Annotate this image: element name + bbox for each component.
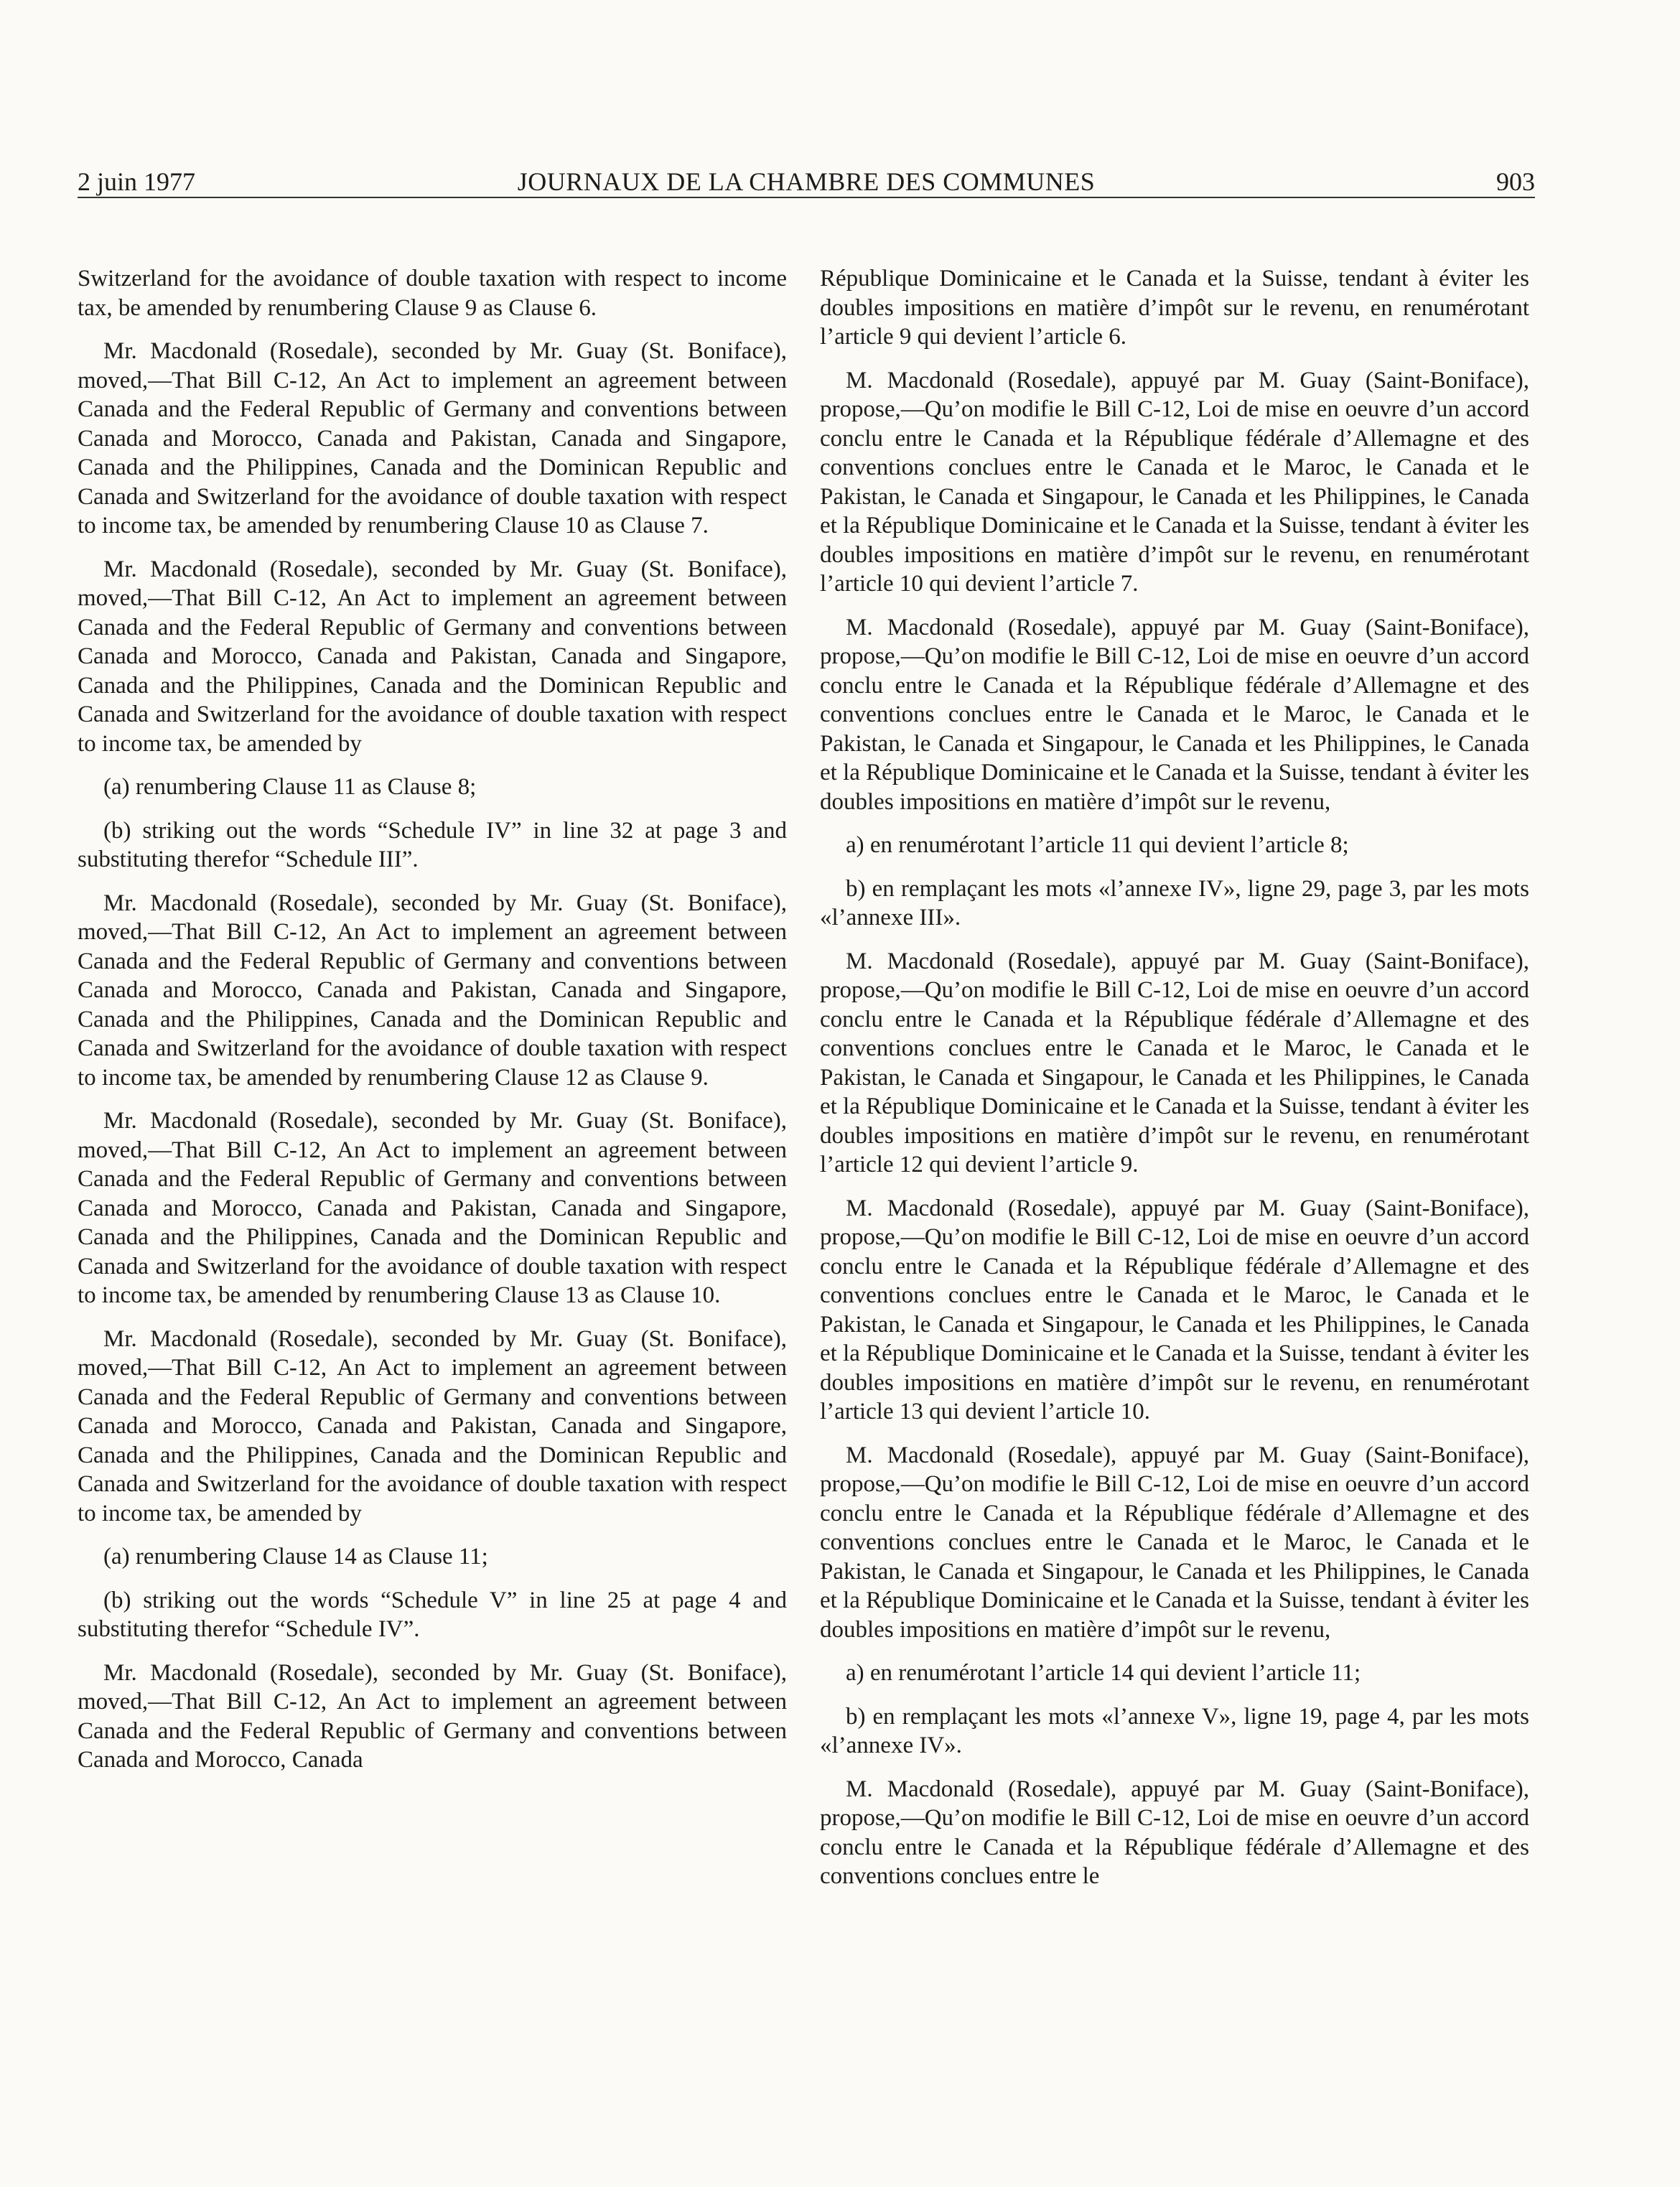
list-item: (b) striking out the words “Schedule V” in line 25 at page 4 and substituting therefor “Schedule IV”. — [78, 1587, 787, 1642]
paragraph: M. Macdonald (Rosedale), appuyé par M. Guay (Saint-Boniface), propose,—Qu’on modifie le Bill C-12, Loi de mise en oeuvre d’un accord conclu entre le Canada et la République fédérale d’Allemagne et des conventions conclues entre le Canada et le Maroc, le Canada et le Pakistan, le Canada et Singapour, le Canada et les Philippines, le Canada et la République Dominicaine et le Canada et la Suisse, tendant à éviter les doubles impositions en matière d’impôt sur le revenu, en renumérotant l’article 12 qui devient l’article 9. — [820, 948, 1529, 1178]
header-rule — [78, 197, 1535, 198]
paragraph: Mr. Macdonald (Rosedale), seconded by Mr. Guay (St. Boniface), moved,—That Bill C-12, An Act to implement an agreement between Canada and the Federal Republic of Germany and conventions between Canada and Morocco, Canada — [78, 1659, 787, 1773]
list-item: (a) renumbering Clause 14 as Clause 11; — [103, 1544, 488, 1570]
paragraph: Mr. Macdonald (Rosedale), seconded by Mr. Guay (St. Boniface), moved,—That Bill C-12, An Act to implement an agreement between Canada and the Federal Republic of Germany and conventions between Canada and Morocco, Canada and Pakistan, Canada and Singapore, Canada and the Philippines, Canada and the Dominican Republic and Canada and Switzerland for the avoidance of double taxation with respect to income tax, be amended by renumbering Clause 12 as Clause 9. — [78, 890, 787, 1091]
french-column — [820, 264, 1529, 1906]
list-item: (a) renumbering Clause 11 as Clause 8; — [103, 774, 477, 800]
list-item: b) en remplaçant les mots «l’annexe V», ligne 19, page 4, par les mots «l’annexe IV». — [820, 1703, 1529, 1758]
page-header — [78, 159, 1535, 200]
header-date: 2 juin 1977 — [78, 167, 196, 196]
header-page-number: 903 — [1496, 167, 1535, 196]
paragraph: M. Macdonald (Rosedale), appuyé par M. Guay (Saint-Boniface), propose,—Qu’on modifie le Bill C-12, Loi de mise en oeuvre d’un accord conclu entre le Canada et la République fédérale d’Allemagne et des conventions conclues entre le Canada et le Maroc, le Canada et le Pakistan, le Canada et Singapour, le Canada et les Philippines, le Canada et la République Dominicaine et le Canada et la Suisse, tendant à éviter les doubles impositions en matière d’impôt sur le revenu, en renumérotant l’article 10 qui devient l’article 7. — [820, 367, 1529, 597]
list-item: a) en renumérotant l’article 11 qui devient l’article 8; — [846, 832, 1349, 858]
paragraph: M. Macdonald (Rosedale), appuyé par M. Guay (Saint-Boniface), propose,—Qu’on modifie le Bill C-12, Loi de mise en oeuvre d’un accord conclu entre le Canada et la République fédérale d’Allemagne et des conventions conclues entre le Canada et le Maroc, le Canada et le Pakistan, le Canada et Singapour, le Canada et les Philippines, le Canada et la République Dominicaine et le Canada et la Suisse, tendant à éviter les doubles impositions en matière d’impôt sur le revenu, en renumérotant l’article 13 qui devient l’article 10. — [820, 1195, 1529, 1424]
list-item: (b) striking out the words “Schedule IV” in line 32 at page 3 and substituting therefor “Schedule III”. — [78, 817, 787, 872]
paragraph: M. Macdonald (Rosedale), appuyé par M. Guay (Saint-Boniface), propose,—Qu’on modifie le Bill C-12, Loi de mise en oeuvre d’un accord conclu entre le Canada et la République fédérale d’Allemagne et des conventions conclues entre le Canada et le Maroc, le Canada et le Pakistan, le Canada et Singapour, le Canada et les Philippines, le Canada et la République Dominicaine et le Canada et la Suisse, tendant à éviter les doubles impositions en matière d’impôt sur le revenu, — [820, 1442, 1529, 1643]
paragraph: Mr. Macdonald (Rosedale), seconded by Mr. Guay (St. Boniface), moved,—That Bill C-12, An Act to implement an agreement between Canada and the Federal Republic of Germany and conventions between Canada and Morocco, Canada and Pakistan, Canada and Singapore, Canada and the Philippines, Canada and the Dominican Republic and Canada and Switzerland for the avoidance of double taxation with respect to income tax, be amended by — [78, 1325, 787, 1526]
paragraph: Switzerland for the avoidance of double taxation with respect to income tax, be amended by renumbering Clause 9 as Clause 6. — [78, 266, 787, 321]
list-item: b) en remplaçant les mots «l’annexe IV», ligne 29, page 3, par les mots «l’annexe III». — [820, 875, 1529, 931]
paragraph: République Dominicaine et le Canada et la Suisse, tendant à éviter les doubles impositions en matière d’impôt sur le revenu, en renumérotant l’article 9 qui devient l’article 6. — [820, 266, 1529, 350]
paragraph: Mr. Macdonald (Rosedale), seconded by Mr. Guay (St. Boniface), moved,—That Bill C-12, An Act to implement an agreement between Canada and the Federal Republic of Germany and conventions between Canada and Morocco, Canada and Pakistan, Canada and Singapore, Canada and the Philippines, Canada and the Dominican Republic and Canada and Switzerland for the avoidance of double taxation with respect to income tax, be amended by — [78, 556, 787, 757]
paragraph: Mr. Macdonald (Rosedale), seconded by Mr. Guay (St. Boniface), moved,—That Bill C-12, An Act to implement an agreement between Canada and the Federal Republic of Germany and conventions between Canada and Morocco, Canada and Pakistan, Canada and Singapore, Canada and the Philippines, Canada and the Dominican Republic and Canada and Switzerland for the avoidance of double taxation with respect to income tax, be amended by renumbering Clause 10 as Clause 7. — [78, 338, 787, 538]
paragraph: M. Macdonald (Rosedale), appuyé par M. Guay (Saint-Boniface), propose,—Qu’on modifie le Bill C-12, Loi de mise en oeuvre d’un accord conclu entre le Canada et la République fédérale d’Allemagne et des conventions conclues entre le — [820, 1776, 1529, 1889]
header-journal-title: JOURNAUX DE LA CHAMBRE DES COMMUNES — [517, 167, 1096, 196]
paragraph: Mr. Macdonald (Rosedale), seconded by Mr. Guay (St. Boniface), moved,—That Bill C-12, An Act to implement an agreement between Canada and the Federal Republic of Germany and conventions between Canada and Morocco, Canada and Pakistan, Canada and Singapore, Canada and the Philippines, Canada and the Dominican Republic and Canada and Switzerland for the avoidance of double taxation with respect to income tax, be amended by renumbering Clause 13 as Clause 10. — [78, 1108, 787, 1308]
english-column — [78, 264, 787, 1789]
paragraph: M. Macdonald (Rosedale), appuyé par M. Guay (Saint-Boniface), propose,—Qu’on modifie le Bill C-12, Loi de mise en oeuvre d’un accord conclu entre le Canada et la République fédérale d’Allemagne et des conventions conclues entre le Canada et le Maroc, le Canada et le Pakistan, le Canada et Singapour, le Canada et les Philippines, le Canada et la République Dominicaine et le Canada et la Suisse, tendant à éviter les doubles impositions en matière d’impôt sur le revenu, — [820, 614, 1529, 815]
list-item: a) en renumérotant l’article 14 qui devient l’article 11; — [846, 1660, 1361, 1686]
